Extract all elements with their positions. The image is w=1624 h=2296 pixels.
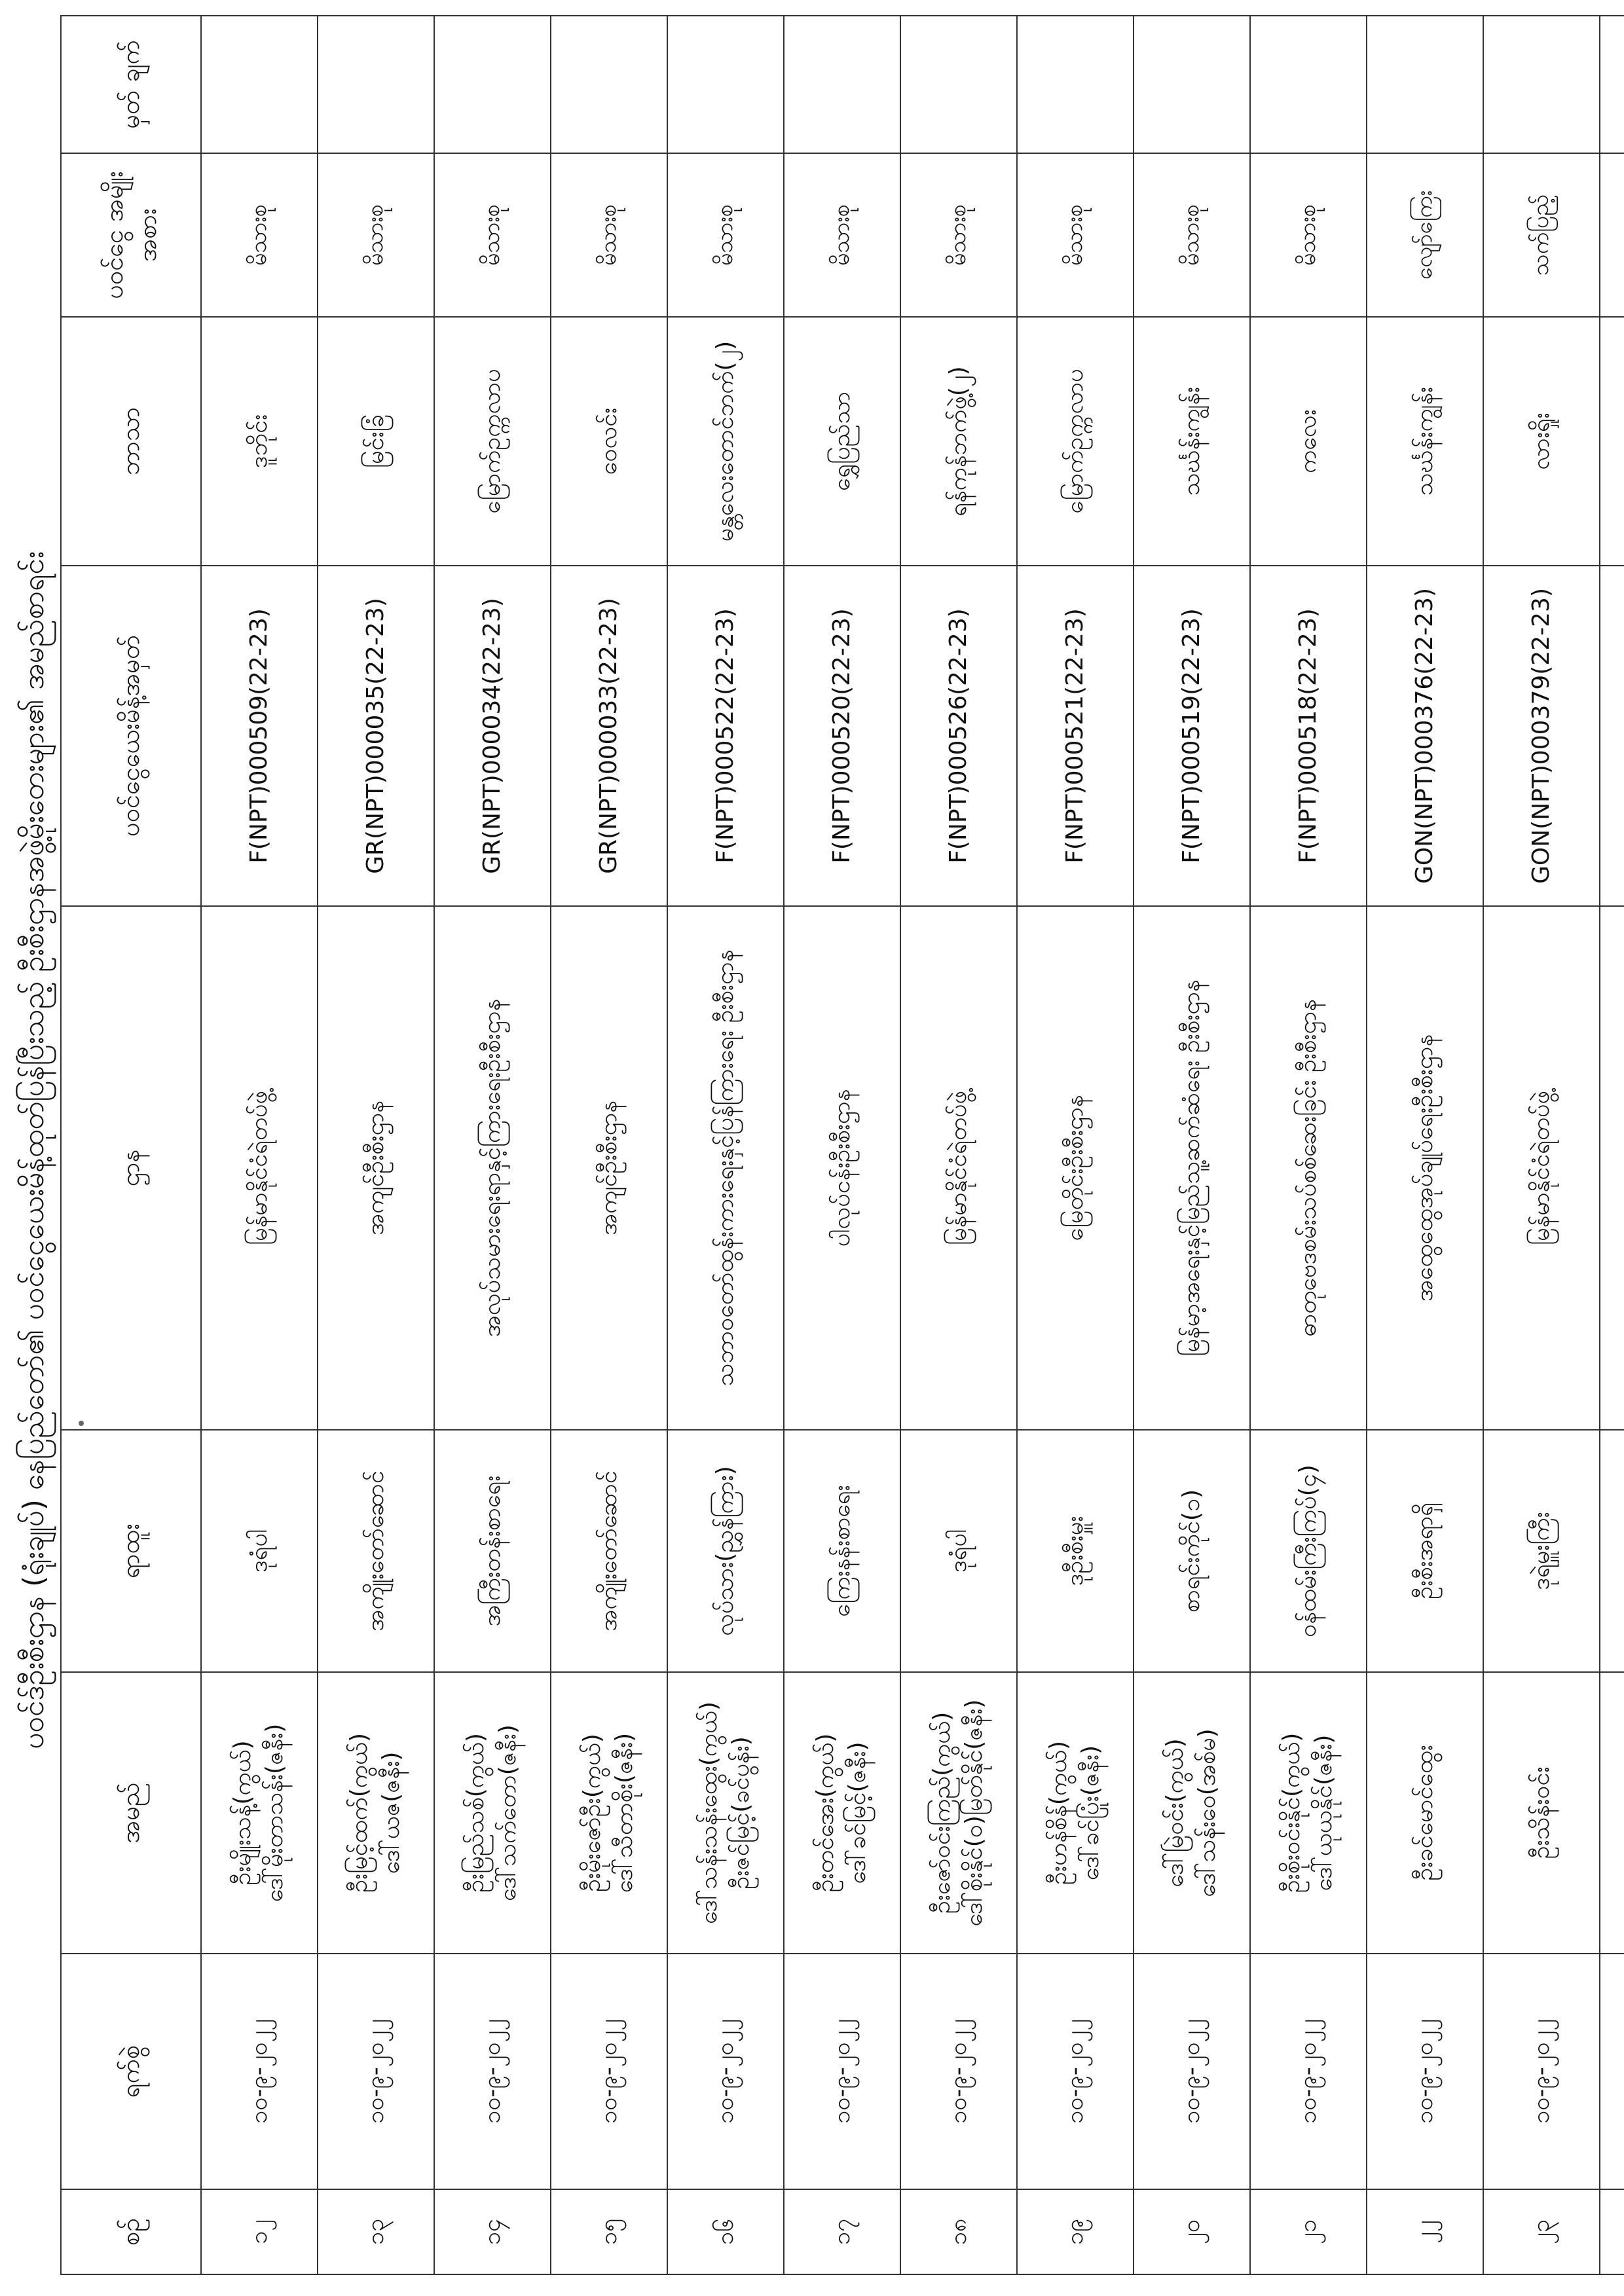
cell-permit-no bbox=[1600, 566, 1624, 906]
cell-permit-no: F(NPT)000520(22-23) bbox=[784, 566, 900, 906]
table-row bbox=[1367, 16, 1483, 2274]
cell-country: ဒူဘိုင်း bbox=[201, 317, 318, 566]
cell-date: ၁၀-၉-၂၀၂၂ bbox=[1134, 1954, 1250, 2189]
cell-permit-no: F(NPT)000526(22-23) bbox=[900, 566, 1017, 906]
cell-name-primary: ဦးမိုးဇော်ဦး(ကွယ်) bbox=[579, 1734, 606, 1892]
cell-date: ၁၀-၉-၂၀၂၂ bbox=[551, 1954, 667, 2189]
cell-name-secondary: ဒေါ်ခင်ပြုံး(ဇနီး) bbox=[1077, 1745, 1104, 1881]
cell-remark bbox=[551, 16, 667, 153]
cell-date: ၁၀-၉-၂၀၂၂ bbox=[1017, 1954, 1134, 2189]
cell-permit-no: GON(NPT)000379(22-23) bbox=[1483, 566, 1600, 906]
header-remark: မှတ် ချက် bbox=[61, 16, 201, 153]
cell-name bbox=[1134, 1672, 1250, 1954]
cell-no: ၁၅ bbox=[551, 2189, 667, 2274]
cell-permit-type: မိသားစု bbox=[667, 153, 784, 317]
cell-permit-type: မိသားစု bbox=[784, 153, 900, 317]
cell-remark bbox=[434, 16, 551, 153]
cell-permit-type: သက်ပြည့် bbox=[1483, 153, 1600, 317]
cell-country: မြောက်ဥက္ကလာပ bbox=[434, 317, 551, 566]
cell-name-primary: ဦးဟန်စိန်(ကွယ်) bbox=[1045, 1740, 1073, 1886]
cell-remark bbox=[667, 16, 784, 153]
cell-remark bbox=[1134, 16, 1250, 153]
cell-no: ၁၇ bbox=[784, 2189, 900, 2274]
header-name: အမည် bbox=[61, 1672, 201, 1954]
cell-name bbox=[667, 1672, 784, 1954]
cell-no: ၁၄ bbox=[434, 2189, 551, 2274]
header-no: စဉ် bbox=[61, 2189, 201, 2274]
table-row bbox=[434, 16, 551, 2274]
cell-dept: မြန်မာ့အရေးနှင့်မြည်သူ့ဆက်ဆံရေး ဦးစီးဌာန bbox=[1134, 906, 1250, 1430]
table-row bbox=[1134, 16, 1250, 2274]
cell-name bbox=[318, 1672, 434, 1954]
cell-permit-no: GON(NPT)000376(22-23) bbox=[1367, 566, 1483, 906]
cell-name bbox=[1017, 1672, 1134, 1954]
cell-name-secondary: ဒေါ်ခင်မြင့်(ဇနီး) bbox=[844, 1741, 871, 1884]
cell-name-primary: ဦးစိုးဝင်းနိုင်(ကွယ်) bbox=[1278, 1732, 1306, 1893]
header-dept: ဌာန bbox=[61, 906, 201, 1430]
cell-no: ၁၃ bbox=[318, 2189, 434, 2274]
cell-permit-no: F(NPT)000522(22-23) bbox=[667, 566, 784, 906]
cell-permit-no: F(NPT)000521(22-23) bbox=[1017, 566, 1134, 906]
header-permit-type: ပဝင်ငွေ အမျိုးအစား bbox=[61, 153, 201, 317]
cell-remark bbox=[1367, 16, 1483, 153]
cell-name-secondary: ဒေါ်ယဇ(ဇနီး) bbox=[378, 1751, 405, 1874]
cell-permit-type: မိသားစု bbox=[1017, 153, 1134, 317]
table-row bbox=[900, 16, 1017, 2274]
cell-dept: မြန်မာနိုင်ငံရဲတပ်ဖွဲ့ bbox=[201, 906, 318, 1430]
cell-name-secondary: ဒေါ်စိုးနိုင်(ဝ)မြတ်နိုင်(ဇနီး) bbox=[961, 1699, 987, 1927]
cell-permit-no: F(NPT)000509(22-23) bbox=[201, 566, 318, 906]
cell-remark bbox=[1250, 16, 1367, 153]
table-row bbox=[201, 16, 318, 2274]
cell-remark bbox=[784, 16, 900, 153]
cell-no: ၁၆ bbox=[667, 2189, 784, 2274]
cell-country: မြောက်ဥက္ကလာပ bbox=[1017, 317, 1134, 566]
cell-name-primary: ဒေါ်မြဲဝင်း(ကွယ်) bbox=[1162, 1738, 1189, 1887]
cell-dept: အကျင်ဦးစီးဌာန bbox=[551, 906, 667, 1430]
scan-speck bbox=[79, 1421, 84, 1426]
cell-name-secondary: ဒေါ်သန်းဝေ(အစ်မ) bbox=[1194, 1728, 1221, 1897]
cell-date: ၁၀-၉-၂၀၂၂ bbox=[784, 1954, 900, 2189]
cell-name bbox=[900, 1672, 1017, 1954]
cell-rank: ဝန်ထမ်းကြီးကြပ်(၄) bbox=[1250, 1430, 1367, 1672]
cell-name bbox=[201, 1672, 318, 1954]
page-title: ပဝင်ဒ်ဦးစီးဌာန (ရုံးချုပ်) နေပြည်တော်၏ ပဝင်ငွေယေးမိန့်ထုတ်ပြန်ပြီးသည့် ဦးစီးဌာနအဖွဲ့မိုးတေးများ၏ အမည်စာရင်း bbox=[17, 551, 50, 1749]
cell-no: ၂၁ bbox=[1250, 2189, 1367, 2274]
cell-country: သင်္ဃန်းကျွန်း bbox=[1367, 317, 1483, 566]
pension-table bbox=[60, 15, 1624, 2275]
cell-rank: စာရင်းကိုင်(၁) bbox=[1134, 1430, 1250, 1672]
table-row bbox=[551, 16, 667, 2274]
cell-name-secondary: ဒေါ်မိုးတာသန်း(ဇနီး) bbox=[261, 1723, 288, 1903]
cell-rank: ဒုရဲမှူးကြီး bbox=[1483, 1430, 1600, 1672]
cell-dept: ဓာတုဗေဒစမ်းသပ်စစ်ဆေးခြင်း ဦးစီးဌာန bbox=[1250, 906, 1367, 1430]
cell-rank: အကျိုးတော်ဆောင် bbox=[318, 1430, 434, 1672]
cell-permit-no: GR(NPT)000033(22-23) bbox=[551, 566, 667, 906]
cell-rank: ဒုဦးစီးမှူး bbox=[1017, 1430, 1134, 1672]
cell-country: ဝေလင်း bbox=[551, 317, 667, 566]
table-row bbox=[667, 16, 784, 2274]
table-row bbox=[318, 16, 434, 2274]
cell-dept: အကျင်ဦးစီးဌာန bbox=[318, 906, 434, 1430]
cell-no bbox=[1600, 2189, 1624, 2274]
cell-country: လားရှိုး bbox=[1483, 317, 1600, 566]
cell-name bbox=[1367, 1672, 1483, 1954]
cell-dept: အထွေထွေအုပ်ချုပ်ရေးဦးစီးဌာန bbox=[1367, 906, 1483, 1430]
table-row bbox=[1017, 16, 1134, 2274]
cell-remark bbox=[1017, 16, 1134, 153]
cell-dept: မြေတိုင်းဦးစီးဌာန bbox=[1017, 906, 1134, 1430]
cell-country: မန္တလေးတောင်ဘက်(၂) bbox=[667, 317, 784, 566]
cell-name-secondary: ဒေါ်ယုယုနိုင်(ဇနီး) bbox=[1310, 1734, 1337, 1891]
cell-permit-type: လျော်ကြေး bbox=[1367, 153, 1483, 317]
cell-name-primary: ဦးမြည်သစ်(ကွယ်) bbox=[462, 1733, 490, 1893]
cell-date: ၁၀-၉-၂၀၂၂ bbox=[1250, 1954, 1367, 2189]
header-country: ဘာသာ bbox=[61, 317, 201, 566]
table-row bbox=[1600, 16, 1624, 2274]
cell-date: ၁၀-၉-၂၀၂၂ bbox=[667, 1954, 784, 2189]
cell-dept: ပါလုပ်ငန်းဦးစီးဌာန bbox=[784, 906, 900, 1430]
cell-remark bbox=[318, 16, 434, 153]
cell-rank bbox=[1600, 1430, 1624, 1672]
cell-dept: မြန်မာနိုင်ငံရဲတပ်ဖွဲ့ bbox=[900, 906, 1017, 1430]
cell-remark bbox=[201, 16, 318, 153]
cell-dept: သဘာဝတော်ထွန်းကားရေးနှင့်ပြန်ကြားရေး ဦးစီးဌာန bbox=[667, 906, 784, 1430]
cell-permit-type: မိသားစု bbox=[201, 153, 318, 317]
cell-rank: အကျိုးတော်ဆောင် bbox=[551, 1430, 667, 1672]
cell-dept: မြန်မာနိုင်ငံရဲတပ်ဖွဲ့ bbox=[1483, 906, 1600, 1430]
table-body bbox=[201, 16, 1624, 2274]
cell-name-primary: ဦးတင်အေး(ကွယ်) bbox=[812, 1733, 840, 1893]
cell-rank: ကြေးနန်းစာရေး bbox=[784, 1430, 900, 1672]
cell-permit-no: F(NPT)000519(22-23) bbox=[1134, 566, 1250, 906]
cell-no: ၁၈ bbox=[900, 2189, 1017, 2274]
cell-remark bbox=[1600, 16, 1624, 153]
cell-date: ၁၀-၉-၂၀၂၂ bbox=[1367, 1954, 1483, 2189]
cell-name-primary: ဦးသိန်းဝင်း bbox=[1527, 1766, 1555, 1859]
table-row bbox=[1250, 16, 1367, 2274]
cell-remark bbox=[1483, 16, 1600, 153]
cell-rank: ဦးစီးအရာရှိ bbox=[1367, 1430, 1483, 1672]
cell-name bbox=[434, 1672, 551, 1954]
cell-no: ၂၀ bbox=[1134, 2189, 1250, 2274]
cell-country: ကလေး bbox=[1250, 317, 1367, 566]
header-permit-no: ပဝင်ငွေယေးမိန့်အမှတ် bbox=[61, 566, 201, 906]
cell-permit-no: F(NPT)000518(22-23) bbox=[1250, 566, 1367, 906]
cell-permit-type: မိသားစု bbox=[434, 153, 551, 317]
cell-date: ၁၀-၉-၂၀၂၂ bbox=[201, 1954, 318, 2189]
cell-name bbox=[784, 1672, 900, 1954]
cell-rank: လုပ်သား(ညွှန်ကြား) bbox=[667, 1430, 784, 1672]
cell-name bbox=[1250, 1672, 1367, 1954]
cell-no: ၁၂ bbox=[201, 2189, 318, 2274]
header-date: ရက်စွဲ bbox=[61, 1954, 201, 2189]
cell-remark bbox=[900, 16, 1017, 153]
cell-name-primary: ဦးမြင့်ထက်(ကွယ်) bbox=[346, 1733, 373, 1893]
cell-name bbox=[551, 1672, 667, 1954]
cell-date: ၁၀-၉-၂၀၂၂ bbox=[318, 1954, 434, 2189]
cell-dept: အလုပ်သမားရေးရာနှင့်ကြားရေးဦးစီးဌာန bbox=[434, 906, 551, 1430]
cell-date bbox=[1600, 1954, 1624, 2189]
cell-permit-type: မိသားစု bbox=[318, 153, 434, 317]
cell-permit-type: မိသားစု bbox=[551, 153, 667, 317]
cell-country: ရွှေပြည်သာ bbox=[784, 317, 900, 566]
cell-date: ၁၀-၉-၂၀၂၂ bbox=[900, 1954, 1017, 2189]
cell-country: ရန်ကုန်ဘက်ဖွဲ့(၂) bbox=[900, 317, 1017, 566]
cell-permit-type: မိသားစု bbox=[1250, 153, 1367, 317]
cell-no: ၁၉ bbox=[1017, 2189, 1134, 2274]
cell-permit-type: မိသားစု bbox=[1134, 153, 1250, 317]
cell-name-secondary: ဒေါ်သက်တော(ဇနီး) bbox=[494, 1724, 521, 1901]
cell-permit-type: မိသားစု bbox=[900, 153, 1017, 317]
cell-rank: ဒုရံပါ bbox=[900, 1430, 1017, 1672]
cell-date: ၁၀-၉-၂၀၂၂ bbox=[1483, 1954, 1600, 2189]
table-row bbox=[1483, 16, 1600, 2274]
cell-permit-type bbox=[1600, 153, 1624, 317]
cell-country: သင်္ဃန်းကျွန်း bbox=[1134, 317, 1250, 566]
table-row bbox=[784, 16, 900, 2274]
cell-name-secondary: ဦးဇင်မြင့်(ခင်ပွန်း) bbox=[728, 1736, 754, 1889]
cell-country: မြင်းခြံ bbox=[318, 317, 434, 566]
cell-name-primary: ဒေါ်သန်းသန်းထွေး(ကွယ်) bbox=[695, 1701, 723, 1925]
cell-name bbox=[1483, 1672, 1600, 1954]
cell-name-primary: ဦးခင်မောင်ထွေး bbox=[1411, 1745, 1438, 1881]
cell-country bbox=[1600, 317, 1624, 566]
cell-date: ၁၀-၉-၂၀၂၂ bbox=[434, 1954, 551, 2189]
cell-name-primary: ဦးမျိုးသန့်(ကွယ်) bbox=[229, 1740, 257, 1886]
cell-permit-no: GR(NPT)000034(22-23) bbox=[434, 566, 551, 906]
cell-rank: အကြီးတန်းစာရေး bbox=[434, 1430, 551, 1672]
cell-name-secondary: ဒေါ်သီတာစိုး(ဇနီး) bbox=[611, 1732, 638, 1893]
cell-permit-no: GR(NPT)000035(22-23) bbox=[318, 566, 434, 906]
cell-name bbox=[1600, 1672, 1624, 1954]
cell-no: ၂၂ bbox=[1367, 2189, 1483, 2274]
header-rank: ရာထူး bbox=[61, 1430, 201, 1672]
header-row bbox=[61, 16, 201, 2274]
cell-no: ၂၃ bbox=[1483, 2189, 1600, 2274]
cell-dept bbox=[1600, 906, 1624, 1430]
cell-rank: ဒုရံပါ bbox=[201, 1430, 318, 1672]
cell-name-primary: ဦးဇော်ဝင်းကြည်(ကွယ်) bbox=[929, 1711, 956, 1914]
